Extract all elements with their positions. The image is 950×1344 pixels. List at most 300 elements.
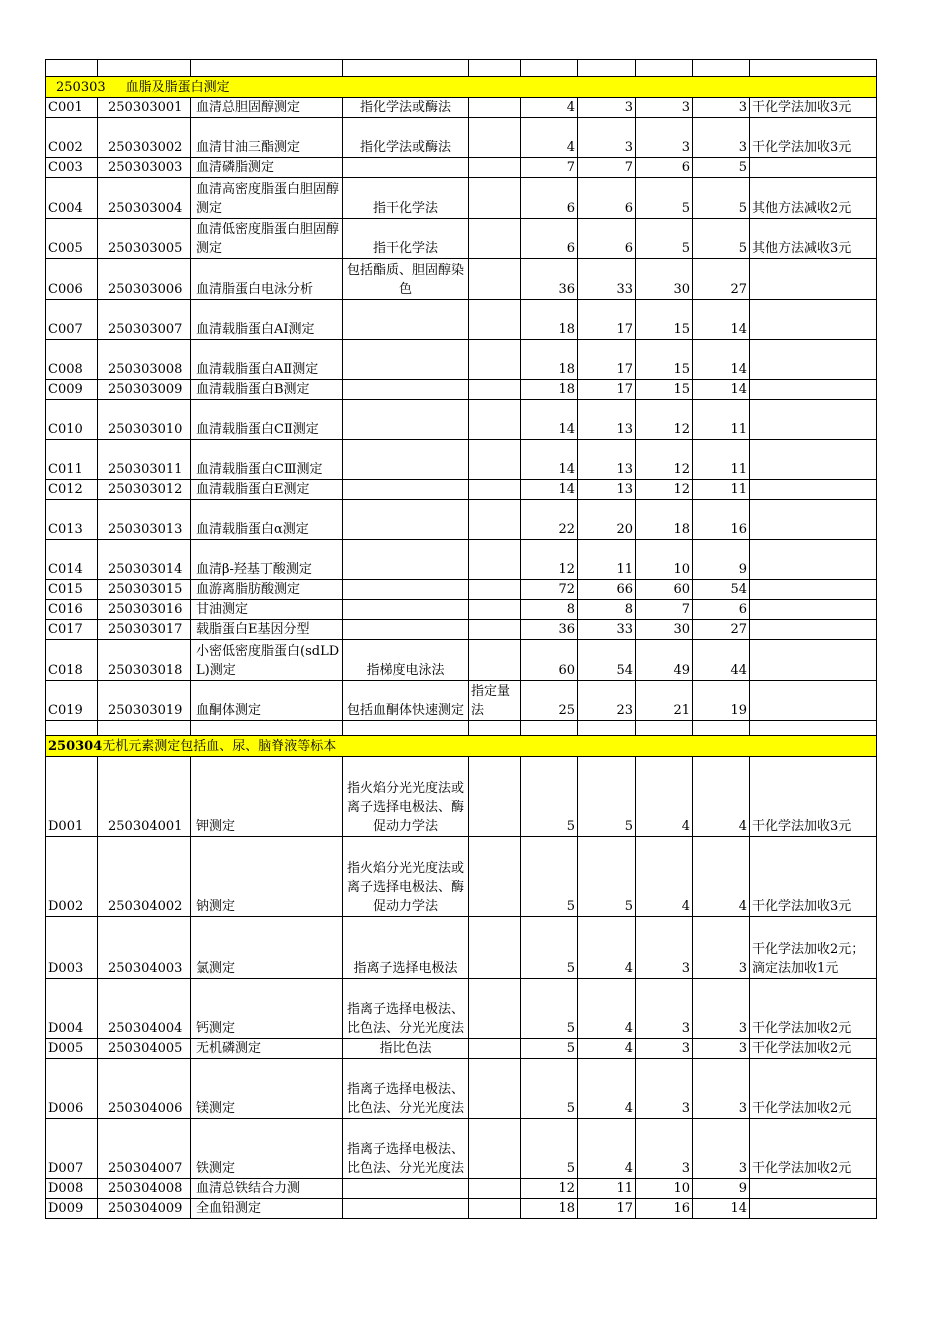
item-id: C019 [46, 681, 98, 721]
item-content: 指火焰分光光度法或离子选择电极法、酶促动力学法 [343, 837, 469, 917]
item-note [750, 300, 877, 340]
empty-cell [343, 60, 469, 77]
empty-cell [693, 721, 750, 736]
price-2: 4 [578, 1059, 636, 1119]
price-3: 12 [636, 400, 693, 440]
price-3: 15 [636, 340, 693, 380]
item-name: 血清脂蛋白电泳分析 [191, 259, 343, 300]
item-note [750, 500, 877, 540]
price-3: 21 [636, 681, 693, 721]
price-2: 4 [578, 979, 636, 1039]
price-3: 4 [636, 837, 693, 917]
item-id: C011 [46, 440, 98, 480]
item-code: 250304009 [98, 1199, 191, 1219]
item-name: 全血铅测定 [191, 1199, 343, 1219]
item-content [343, 340, 469, 380]
price-2: 54 [578, 640, 636, 681]
empty-cell [98, 721, 191, 736]
price-4: 3 [693, 98, 750, 118]
item-name: 血清总胆固醇测定 [191, 98, 343, 118]
price-1: 14 [521, 480, 578, 500]
item-unit [469, 917, 521, 979]
price-1: 5 [521, 1039, 578, 1059]
price-2: 13 [578, 400, 636, 440]
price-4: 14 [693, 300, 750, 340]
item-content [343, 500, 469, 540]
price-3: 15 [636, 380, 693, 400]
item-content [343, 480, 469, 500]
item-unit [469, 580, 521, 600]
price-2: 11 [578, 1179, 636, 1199]
price-2: 17 [578, 380, 636, 400]
price-4: 9 [693, 540, 750, 580]
item-id: C004 [46, 178, 98, 219]
item-code: 250303010 [98, 400, 191, 440]
price-3: 60 [636, 580, 693, 600]
item-note [750, 1199, 877, 1219]
item-note: 其他方法减收2元 [750, 178, 877, 219]
item-name: 血酮体测定 [191, 681, 343, 721]
price-4: 5 [693, 178, 750, 219]
item-content: 指离子选择电极法 [343, 917, 469, 979]
item-content: 指化学法或酶法 [343, 118, 469, 158]
item-unit [469, 979, 521, 1039]
item-name: 血清低密度脂蛋白胆固醇测定 [191, 219, 343, 259]
table-row [46, 440, 877, 480]
price-3: 30 [636, 259, 693, 300]
price-3: 3 [636, 118, 693, 158]
item-id: D001 [46, 757, 98, 837]
item-note [750, 259, 877, 300]
price-2: 6 [578, 219, 636, 259]
item-name: 血清总铁结合力测 [191, 1179, 343, 1199]
price-4: 11 [693, 440, 750, 480]
table-row [46, 1179, 877, 1199]
item-code: 250304004 [98, 979, 191, 1039]
item-note [750, 580, 877, 600]
item-code: 250303014 [98, 540, 191, 580]
item-code: 250303008 [98, 340, 191, 380]
item-content [343, 158, 469, 178]
item-content: 指干化学法 [343, 219, 469, 259]
empty-cell [191, 60, 343, 77]
price-4: 3 [693, 979, 750, 1039]
price-3: 5 [636, 178, 693, 219]
price-1: 14 [521, 440, 578, 480]
item-name: 血清载脂蛋白CⅢ测定 [191, 440, 343, 480]
price-2: 13 [578, 440, 636, 480]
price-2: 4 [578, 1039, 636, 1059]
price-1: 5 [521, 1059, 578, 1119]
item-code: 250304007 [98, 1119, 191, 1179]
price-4: 14 [693, 380, 750, 400]
item-content [343, 1199, 469, 1219]
price-4: 3 [693, 1059, 750, 1119]
price-4: 5 [693, 158, 750, 178]
item-content [343, 540, 469, 580]
item-note: 干化学法加收3元 [750, 118, 877, 158]
price-4: 3 [693, 1039, 750, 1059]
empty-cell [469, 60, 521, 77]
table-row [46, 98, 877, 118]
item-note: 干化学法加收3元 [750, 98, 877, 118]
item-name: 钾测定 [191, 757, 343, 837]
item-unit [469, 1119, 521, 1179]
table-row [46, 620, 877, 640]
price-1: 5 [521, 1119, 578, 1179]
item-unit [469, 1179, 521, 1199]
price-1: 7 [521, 158, 578, 178]
item-id: C001 [46, 98, 98, 118]
price-3: 3 [636, 1059, 693, 1119]
price-1: 4 [521, 118, 578, 158]
blank-row [46, 60, 877, 77]
price-4: 19 [693, 681, 750, 721]
item-note [750, 400, 877, 440]
item-note: 干化学法加收2元 [750, 1119, 877, 1179]
table-row [46, 480, 877, 500]
item-name: 镁测定 [191, 1059, 343, 1119]
item-unit [469, 480, 521, 500]
item-note [750, 620, 877, 640]
price-4: 9 [693, 1179, 750, 1199]
item-id: D003 [46, 917, 98, 979]
item-code: 250303006 [98, 259, 191, 300]
price-4: 11 [693, 400, 750, 440]
item-name: 血清载脂蛋白AⅡ测定 [191, 340, 343, 380]
price-3: 6 [636, 158, 693, 178]
price-2: 6 [578, 178, 636, 219]
price-4: 44 [693, 640, 750, 681]
item-id: C008 [46, 340, 98, 380]
price-4: 5 [693, 219, 750, 259]
item-id: C017 [46, 620, 98, 640]
empty-cell [469, 721, 521, 736]
item-code: 250303019 [98, 681, 191, 721]
item-note [750, 480, 877, 500]
item-unit: 指定量法 [469, 681, 521, 721]
item-unit [469, 340, 521, 380]
price-3: 3 [636, 979, 693, 1039]
item-name: 小密低密度脂蛋白(sdLDL)测定 [191, 640, 343, 681]
item-content: 指化学法或酶法 [343, 98, 469, 118]
item-name: 血清高密度脂蛋白胆固醇测定 [191, 178, 343, 219]
item-note: 其他方法减收3元 [750, 219, 877, 259]
item-code: 250304003 [98, 917, 191, 979]
price-2: 8 [578, 600, 636, 620]
item-note [750, 380, 877, 400]
price-2: 7 [578, 158, 636, 178]
item-unit [469, 1059, 521, 1119]
price-1: 18 [521, 380, 578, 400]
table-row [46, 118, 877, 158]
price-1: 8 [521, 600, 578, 620]
table-row [46, 917, 877, 979]
price-1: 12 [521, 540, 578, 580]
price-4: 27 [693, 620, 750, 640]
empty-cell [636, 721, 693, 736]
price-1: 5 [521, 979, 578, 1039]
table-row [46, 259, 877, 300]
item-name: 无机磷测定 [191, 1039, 343, 1059]
price-4: 54 [693, 580, 750, 600]
item-note: 干化学法加收2元；滴定法加收1元 [750, 917, 877, 979]
item-code: 250304001 [98, 757, 191, 837]
price-2: 33 [578, 620, 636, 640]
price-2: 13 [578, 480, 636, 500]
price-1: 25 [521, 681, 578, 721]
item-content: 指火焰分光光度法或离子选择电极法、酶促动力学法 [343, 757, 469, 837]
item-note [750, 1179, 877, 1199]
table-row [46, 600, 877, 620]
item-code: 250303017 [98, 620, 191, 640]
price-3: 49 [636, 640, 693, 681]
price-4: 27 [693, 259, 750, 300]
item-id: D007 [46, 1119, 98, 1179]
item-id: C015 [46, 580, 98, 600]
table-row [46, 500, 877, 540]
section-title: 血脂及脂蛋白测定 [125, 79, 230, 95]
item-note [750, 640, 877, 681]
blank-row [46, 721, 877, 736]
price-2: 17 [578, 340, 636, 380]
table-row [46, 1199, 877, 1219]
item-id: C016 [46, 600, 98, 620]
price-2: 66 [578, 580, 636, 600]
price-2: 5 [578, 837, 636, 917]
item-content: 指梯度电泳法 [343, 640, 469, 681]
item-code: 250304002 [98, 837, 191, 917]
table-row [46, 979, 877, 1039]
price-3: 3 [636, 98, 693, 118]
item-id: C013 [46, 500, 98, 540]
price-2: 4 [578, 1119, 636, 1179]
item-note: 干化学法加收2元 [750, 979, 877, 1039]
item-code: 250303003 [98, 158, 191, 178]
item-id: C014 [46, 540, 98, 580]
price-2: 17 [578, 300, 636, 340]
item-unit [469, 440, 521, 480]
item-content: 指离子选择电极法、比色法、分光光度法 [343, 1119, 469, 1179]
price-table [45, 59, 877, 1219]
item-note: 干化学法加收2元 [750, 1039, 877, 1059]
item-unit [469, 300, 521, 340]
price-3: 7 [636, 600, 693, 620]
price-1: 5 [521, 757, 578, 837]
item-note [750, 681, 877, 721]
item-unit [469, 1039, 521, 1059]
price-3: 16 [636, 1199, 693, 1219]
section-title: 无机元素测定包括血、尿、脑脊液等标本 [102, 738, 337, 754]
empty-cell [693, 60, 750, 77]
table-body [46, 60, 877, 1219]
table-row [46, 757, 877, 837]
item-unit [469, 118, 521, 158]
item-code: 250304005 [98, 1039, 191, 1059]
price-1: 36 [521, 620, 578, 640]
price-3: 5 [636, 219, 693, 259]
item-id: D008 [46, 1179, 98, 1199]
item-id: C003 [46, 158, 98, 178]
price-1: 12 [521, 1179, 578, 1199]
item-unit [469, 640, 521, 681]
price-4: 4 [693, 837, 750, 917]
price-3: 4 [636, 757, 693, 837]
item-id: D004 [46, 979, 98, 1039]
price-1: 18 [521, 1199, 578, 1219]
item-content: 指离子选择电极法、比色法、分光光度法 [343, 1059, 469, 1119]
price-2: 17 [578, 1199, 636, 1219]
price-3: 30 [636, 620, 693, 640]
item-note [750, 600, 877, 620]
item-code: 250304008 [98, 1179, 191, 1199]
price-4: 6 [693, 600, 750, 620]
price-4: 16 [693, 500, 750, 540]
item-code: 250303015 [98, 580, 191, 600]
price-3: 3 [636, 1039, 693, 1059]
table-row [46, 219, 877, 259]
item-code: 250303018 [98, 640, 191, 681]
item-id: C010 [46, 400, 98, 440]
item-id: D005 [46, 1039, 98, 1059]
item-code: 250303011 [98, 440, 191, 480]
item-unit [469, 259, 521, 300]
item-note [750, 540, 877, 580]
price-1: 22 [521, 500, 578, 540]
price-3: 3 [636, 1119, 693, 1179]
item-unit [469, 620, 521, 640]
item-code: 250303002 [98, 118, 191, 158]
price-1: 4 [521, 98, 578, 118]
price-3: 3 [636, 917, 693, 979]
empty-cell [191, 721, 343, 736]
price-3: 10 [636, 540, 693, 580]
item-unit [469, 98, 521, 118]
empty-cell [521, 60, 578, 77]
price-4: 3 [693, 1119, 750, 1179]
item-name: 血清β-羟基丁酸测定 [191, 540, 343, 580]
table-row [46, 640, 877, 681]
item-id: D006 [46, 1059, 98, 1119]
item-unit [469, 600, 521, 620]
item-id: C005 [46, 219, 98, 259]
item-unit [469, 400, 521, 440]
item-id: D009 [46, 1199, 98, 1219]
item-content [343, 600, 469, 620]
item-id: C007 [46, 300, 98, 340]
empty-cell [46, 60, 98, 77]
item-name: 血清甘油三酯测定 [191, 118, 343, 158]
item-unit [469, 1199, 521, 1219]
price-4: 3 [693, 118, 750, 158]
item-content [343, 1179, 469, 1199]
item-unit [469, 500, 521, 540]
item-content [343, 380, 469, 400]
price-3: 12 [636, 480, 693, 500]
price-2: 23 [578, 681, 636, 721]
price-2: 3 [578, 118, 636, 158]
table-row [46, 1059, 877, 1119]
table-row [46, 340, 877, 380]
item-unit [469, 837, 521, 917]
item-name: 血清磷脂测定 [191, 158, 343, 178]
item-code: 250303005 [98, 219, 191, 259]
item-note [750, 158, 877, 178]
price-4: 3 [693, 917, 750, 979]
item-content [343, 580, 469, 600]
table-row [46, 681, 877, 721]
item-name: 血清载脂蛋白CⅡ测定 [191, 400, 343, 440]
item-note [750, 440, 877, 480]
price-1: 72 [521, 580, 578, 600]
price-1: 18 [521, 340, 578, 380]
price-4: 4 [693, 757, 750, 837]
item-content: 指比色法 [343, 1039, 469, 1059]
item-note: 干化学法加收2元 [750, 1059, 877, 1119]
item-unit [469, 219, 521, 259]
price-2: 11 [578, 540, 636, 580]
item-name: 载脂蛋白E基因分型 [191, 620, 343, 640]
price-3: 18 [636, 500, 693, 540]
empty-cell [343, 721, 469, 736]
item-name: 钙测定 [191, 979, 343, 1039]
item-content: 指离子选择电极法、比色法、分光光度法 [343, 979, 469, 1039]
price-2: 4 [578, 917, 636, 979]
price-2: 33 [578, 259, 636, 300]
item-note: 干化学法加收3元 [750, 837, 877, 917]
item-code: 250303012 [98, 480, 191, 500]
empty-cell [578, 721, 636, 736]
item-code: 250303007 [98, 300, 191, 340]
item-id: C012 [46, 480, 98, 500]
table-row [46, 400, 877, 440]
item-unit [469, 158, 521, 178]
table-row [46, 1039, 877, 1059]
item-content: 包括血酮体快速测定 [343, 681, 469, 721]
table-row [46, 178, 877, 219]
price-3: 15 [636, 300, 693, 340]
section-code: 250304 [48, 738, 103, 754]
empty-cell [750, 60, 877, 77]
table-row [46, 1119, 877, 1179]
table-row [46, 300, 877, 340]
item-unit [469, 540, 521, 580]
item-unit [469, 380, 521, 400]
price-1: 18 [521, 300, 578, 340]
item-name: 甘油测定 [191, 600, 343, 620]
empty-cell [46, 721, 98, 736]
price-4: 14 [693, 340, 750, 380]
item-content: 指干化学法 [343, 178, 469, 219]
item-content [343, 620, 469, 640]
item-code: 250304006 [98, 1059, 191, 1119]
item-name: 铁测定 [191, 1119, 343, 1179]
section-header-row [46, 736, 877, 757]
price-4: 11 [693, 480, 750, 500]
price-1: 36 [521, 259, 578, 300]
item-code: 250303009 [98, 380, 191, 400]
price-1: 14 [521, 400, 578, 440]
price-1: 6 [521, 178, 578, 219]
price-1: 5 [521, 917, 578, 979]
section-header-row [46, 77, 877, 98]
table-row [46, 580, 877, 600]
empty-cell [750, 721, 877, 736]
item-content [343, 300, 469, 340]
table-row [46, 380, 877, 400]
item-content [343, 400, 469, 440]
item-id: C009 [46, 380, 98, 400]
